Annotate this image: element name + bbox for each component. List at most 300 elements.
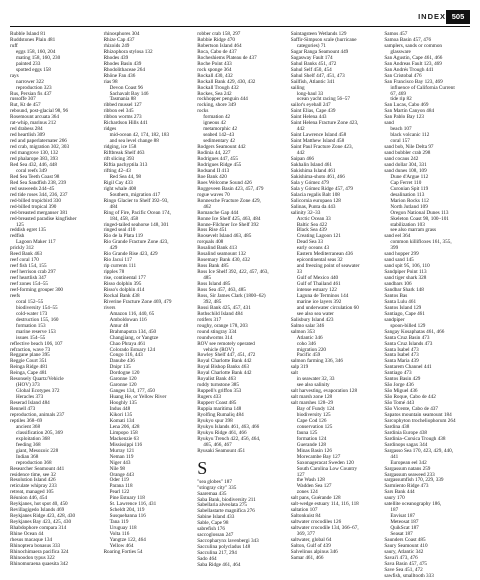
index-subentry: coral 152–55 (16, 298, 44, 305)
index-subentry: vehicle (ROV) (203, 346, 234, 353)
index-entry: Rothschild Island 484 (197, 310, 243, 317)
index-subentry: long-haul 33 (296, 90, 324, 97)
index-entry: Roosevelt Island 463, 485 (197, 233, 252, 240)
index-entry: Rodrigues Ridge 455 (197, 161, 242, 168)
index-entry: rockhopper penguin 444 (197, 96, 248, 103)
index-entry: Sacculina 217, 294 (197, 550, 237, 557)
index-subentry: and sea level change 88 (109, 138, 159, 145)
index-entry: sailor's eyeball 247 (290, 102, 331, 109)
index-entry: Roca, Cabo de 437 (197, 48, 237, 55)
index-subentry: Indus 448 (109, 406, 131, 413)
index-entry: reefs (10, 292, 21, 299)
index-entry: Sardinia Europe 438 (384, 429, 428, 436)
index-entry: Rio Grande Fracture Zone 423, (103, 239, 169, 246)
index-entry: Rus, Persian fis 437 (10, 90, 52, 97)
index-subentry: Mississippi 116 (109, 441, 143, 448)
index-entry: Santa Maria 439 (384, 358, 419, 365)
index-entry: saltwater, global 64 (290, 537, 332, 544)
index-entry: ringed-tailed seahorse 148, 301 (103, 221, 169, 228)
index-subentry: destruction 155, 160 (16, 316, 59, 323)
index-entry: sand tiger shark 328 (384, 275, 427, 282)
index-column-1 (10, 32, 98, 567)
index-entry: reef coral 170 (10, 257, 39, 264)
index-entry: Roggeveen Basin 423, 457, 479 (197, 185, 264, 192)
index-entry: salmon farming 336, 346 (290, 358, 343, 365)
index-entry: Rhize Cap 437 (103, 36, 135, 43)
index-entry: Sakishima-shoto 461, 466 (290, 173, 345, 180)
index-entry: Santos Island 129 (384, 304, 422, 311)
index-subentry: mid-ocean 42, 174, 182, 183 (109, 132, 170, 139)
index-entry: red and paperlaternater 266 (10, 138, 67, 145)
index-entry: Samar 461, 466 (290, 554, 324, 561)
index-entry: reddish egret 135 (10, 227, 47, 234)
index-entry: "stingray city" 335 (197, 484, 237, 491)
index-entry: rays (10, 72, 19, 79)
index-entry: sandpiper (384, 316, 405, 323)
index-subentry: Komati 134 (109, 417, 135, 424)
index-subentry: Nile 98 (109, 465, 126, 472)
index-subentry: Wadden Sea 127 (296, 483, 332, 490)
index-subentry: intense estuary 122 (296, 286, 337, 293)
index-subentry: igneous 42 (203, 120, 226, 127)
index-entry: Riftbreak Shelf 463 (103, 150, 145, 157)
index-entry: salt marshes 128–29 (290, 400, 334, 407)
index-subentry: cold-water 173 (16, 310, 48, 317)
index-subentry: tide rip 82 (390, 96, 412, 103)
index-entry: rivers (103, 304, 116, 311)
index-entry: Salinas, Punta da 443 (290, 203, 336, 210)
index-entry: Ross Rise 451 (197, 227, 227, 234)
index-subentry: formation 153 (16, 322, 46, 329)
index-entry: salt pans, Guérande 128 (290, 495, 341, 502)
index-entry: Ryukyo spur 398 (197, 417, 233, 424)
index-entry: Saint Elias, Cape 439 (290, 108, 336, 115)
index-subentry: Limpopo 158 (109, 429, 138, 436)
index-entry: rotifers 317 (197, 316, 222, 323)
index-subentry: 369, 377 (296, 531, 315, 538)
index-subentry: 441 (390, 453, 399, 460)
index-entry: Santiago 473 (384, 370, 412, 377)
index-entry: Reggie Court 351 (10, 358, 47, 365)
index-subentry: mating 158, 160, 230 (16, 54, 61, 61)
index-entry: sand bob, Nile Delta 97 (384, 144, 434, 151)
index-subentry: Sachavalt Bay 146 (109, 90, 149, 97)
index-subentry: see also marram grass (390, 227, 437, 234)
index-entry: prickly 312 (10, 245, 34, 252)
index-entry: Rio de la Plata 119 (103, 233, 143, 240)
index-entry: Ross, Sir James Clark (1800–62) (197, 292, 266, 299)
index-entry: Sargassum seaweed 233 (384, 471, 435, 478)
index-entry: Rennell 473 (10, 406, 36, 413)
index-entry: red drabess 284 (10, 126, 43, 133)
index-entry: Santos Bas (384, 292, 408, 299)
index-entry: Sardina 438 (384, 423, 410, 430)
index-entry: Rut, Kt de 457 (10, 102, 41, 109)
index-entry: rhesus macaque 134 (10, 537, 53, 544)
index-entry: rhinosphores 304 (103, 31, 140, 37)
index-entry: Roes Welcome Sound 426 (197, 179, 252, 186)
index-subentry: Yangtze 122, 464 (109, 537, 146, 544)
index-entry: salt harvesting, evaporation 128 (290, 388, 358, 395)
index-entry: Rio Jacuí 117 (103, 257, 132, 264)
index-entry: Santa Isabel 473 (384, 352, 419, 359)
index-entry: Sava Basin 457, 475 (384, 560, 428, 567)
index-entry: saury, Atlantic 342 (384, 548, 424, 555)
index-subentry: Danube 436 (109, 358, 135, 365)
index-entry: right whale 408 (103, 185, 137, 192)
index-entry: Rodrigues 447, 455 (197, 156, 238, 163)
index-entry: sand (384, 120, 394, 127)
index-entry: Ross Island 485 (197, 281, 231, 288)
index-subentry: 442 (296, 150, 305, 157)
index-subentry: Laguna de Terminos 144 (296, 292, 349, 299)
index-entry: Riverine Fracture Zone 469, 479 (103, 298, 172, 305)
index-subentry: Meteosat 187 (390, 519, 419, 526)
index-entry: residence time, see 32 (10, 471, 56, 478)
index-entry: salp 319 (290, 364, 309, 371)
index-subentry: reproduction 323 (16, 84, 52, 91)
index-entry: São Vicente, Cabo de 437 (384, 406, 438, 413)
index-entry: Reinga, Cape 481 (10, 370, 48, 377)
index-entry: roughy, orange 178, 203 (197, 322, 248, 329)
index-entry: Rockal Bank 438 (103, 292, 140, 299)
index-entry: Saint Paul Fracture Zone 423, (290, 144, 353, 151)
index-entry: rhizoids 249 (103, 42, 130, 49)
index-entry: Rhodes 439 (103, 54, 129, 61)
index-subentry: common killifloxes 161, 355, (390, 239, 452, 246)
index-entry: Sala y Gómez 479 (290, 179, 329, 186)
index-entry: Reserad Island 484 (10, 400, 50, 407)
index-subentry: glassware (390, 48, 411, 55)
index-entry: Reinga Ridge 481 (10, 364, 48, 371)
index-entry: Sagasway Fault 174 (290, 54, 333, 61)
index-subentry: spoon-billed 129 (390, 322, 426, 329)
index-subentry: Envisat 187 (390, 513, 416, 520)
index-subentry: spotted eggs 158 (16, 66, 51, 73)
index-entry: Sargassum natans 259 (384, 465, 431, 472)
index-subentry: Neman 119 (109, 453, 134, 460)
index-column-3 (197, 32, 285, 567)
index-entry: Reed Bank 463 (10, 251, 42, 258)
index-subentry: marine reserve 153 (16, 328, 56, 335)
index-entry: samplers, sands or common (384, 42, 443, 49)
index-entry: Red Sea 432, 446, 448 (10, 161, 57, 168)
index-subentry: reproduction 368 (16, 459, 52, 466)
index-entry: Sahul Shelf 447, 451, 473 (290, 72, 345, 79)
index-entry: ribbon worms 273 (103, 114, 142, 121)
index-entry: rorquals 408 (197, 239, 224, 246)
index-entry: sand sand 145 (384, 257, 414, 264)
index-entry: red heartlish 309 (10, 132, 45, 139)
index-entry: salt (290, 370, 298, 377)
index-subentry: Skeleton Coast 98, 100–101 (390, 215, 449, 222)
index-entry: Sable, Cape 98 (197, 520, 229, 527)
index-entry: sabrefish 176 (197, 526, 225, 533)
index-entry: Salicornia europaea 128 (290, 197, 341, 204)
index-entry: Réunion 446, 454 (10, 495, 48, 502)
index-subentry: ancient 368 (16, 423, 41, 430)
index-subentry: 127 (296, 471, 305, 478)
index-subentry: migration 220 (296, 346, 327, 353)
index-subentry: 67, 469 (390, 90, 406, 97)
index-subentry: Garonne 120 (109, 382, 137, 389)
index-entry: sand bubbler crab 298 (384, 150, 431, 157)
index-entry: Robertson Island 464 (197, 42, 242, 49)
index-subentry: Red Sea 44, 98 (109, 173, 142, 180)
index-entry: Rosemary Bank 430, 432 (197, 257, 250, 264)
index-entry: Save Sea 451, 472 (384, 566, 423, 573)
index-subentry: Devon Coast 96 (109, 84, 144, 91)
index-entry: Revillagigedo Islands 469 (10, 507, 65, 514)
index-entry: Reykjanes Bay 423, 425, 430 (10, 519, 72, 526)
index-entry: ridges (103, 126, 117, 133)
index-entry: Researcher Seamount 441 (10, 465, 65, 472)
index-entry: Royal Bishop Banks 463 (197, 364, 249, 371)
index-subentry: Global Ecotypes 372 (16, 388, 60, 395)
index-entry: Reggane plane 395 (10, 352, 50, 359)
index-subentry: Kikori 135 (109, 412, 133, 418)
index-subentry: North Jutland 109 (390, 203, 428, 210)
index-subentry: Mackenzie 63 (109, 435, 139, 442)
index-entry: Rosalind Bank 413 (197, 245, 237, 252)
index-subentry: categories) 71 (296, 42, 327, 49)
index-entry: Ronne-Filchner Ice Shelf 392 (197, 221, 259, 228)
index-entry: Sandpiper Point 113 (384, 269, 427, 276)
index-subentry: coral 157 (390, 138, 410, 145)
index-subentry: giant, Mesozoic 228 (16, 447, 59, 454)
index-entry: Ryusaki Seamount 451 (197, 447, 246, 454)
index-subentry: Dune d'Argue 112 (390, 173, 429, 180)
index-entry: Robbie Ridge 470 (197, 36, 235, 43)
index-entry: red-billed tropicbird 330 (10, 197, 61, 204)
index-entry: Rodsand II 413 (197, 167, 230, 174)
index-subentry: issues 154–55 (16, 334, 46, 341)
index-entry: Rhinoodon typus 322 (10, 554, 55, 561)
index-entry: Saint Lawrence Island 458 (290, 132, 347, 139)
index-entry: Santa Isabel 473 (384, 346, 419, 353)
index-entry: Rocheshiems Plateau de 437 (197, 54, 257, 61)
index-column-5 (384, 31, 472, 579)
index-entry: Samoa Basin 457, 476 (384, 36, 432, 43)
index-subentry: Oder 119 (109, 477, 129, 484)
index-subentry: (HOV) 373 (16, 382, 40, 389)
index-subentry: narrower 322 (16, 78, 44, 85)
index-entry: Santarem Channel 441 (384, 364, 432, 371)
index-subentry: see also sea water (296, 310, 334, 317)
index-subentry: Pine Estuary 118 (109, 495, 145, 502)
index-subentry: Marion Rocks 112 (390, 197, 429, 204)
index-entry: Ring of Fire, Pacific Ocean 174, (103, 209, 171, 216)
index-subentry: 125 (16, 221, 24, 228)
index-subentry: coral reefs 349 (16, 167, 47, 174)
index-entry: sand dollar 304, 331 (384, 161, 427, 168)
index-entry: Risso's dolphin 414 (103, 286, 145, 293)
index-subentry: marine ice layers 392 (296, 298, 342, 305)
index-entry: San Cristobal 476 (384, 72, 422, 79)
index-subentry: Colorado Estuary 124 (109, 346, 156, 353)
index-entry: Sahul Banks 451, 472 (290, 60, 337, 67)
index-subentry: Saxonageracat Sweden 120 (296, 459, 354, 466)
index-subentry: feeding 368 (16, 441, 41, 448)
index-entry: sandbars 106 (384, 281, 412, 288)
index-entry: redfish (10, 233, 25, 240)
index-entry: Saba Ridge 461, 464 (197, 562, 241, 569)
index-entry: reef-forming grouper 300 (10, 286, 64, 293)
index-entry: red seaweeds 244–45 (10, 185, 55, 192)
index-entry: Rigil Cay 433 (103, 179, 133, 186)
index-entry: Sahul Self 450, 454 (290, 66, 332, 73)
index-entry: Sabine Island 433 (197, 514, 235, 521)
index-entry: Savai'i 473, 476 (384, 554, 418, 561)
index-entry: Sangay Kosaphatas 461, 466 (384, 328, 445, 335)
index-entry: Roche Point 433 (197, 60, 232, 67)
index-entry: Sacculina polycladus 148 (197, 544, 251, 551)
index-entry: Salvelinus alpinus 346 (290, 548, 338, 555)
index-entry: Rockall Bank 429, 430, 432 (197, 78, 256, 85)
index-entry: Ruppell's griffon 353 (197, 388, 242, 395)
index-subentry: Lena 206, 428 (109, 423, 140, 430)
index-entry: Saipan 466 (290, 156, 314, 163)
index-subentry: Dnipr 135 (109, 364, 131, 371)
index-entry: Sardinops sagax 344 (384, 441, 428, 448)
index-entry: Saintagsteen Wetlands 129 (290, 31, 347, 37)
index-subentry: Murray 121 (109, 447, 135, 454)
index-subentry: Brahmaputra 134, 450 (109, 328, 157, 335)
index-subentry: European eel 342 (390, 459, 427, 466)
index-entry: Rhinoptera bonasus 333 (10, 542, 61, 549)
index-entry: Sakishima Island 461 (290, 167, 336, 174)
index-entry: Roe Bank 420 (197, 173, 227, 180)
index-entry: Red Sea Sandfish 238, 239 (10, 179, 67, 186)
index-subentry: 484 (109, 203, 118, 210)
index-entry: Ryukyu Trench 422, 456, 464, (197, 435, 261, 442)
index-entry: sawfish, smalltooth 333 (384, 572, 434, 579)
index-subentry: QuikScat 187 (390, 525, 419, 532)
index-entry: Saba Bank, biodiversity 211 (197, 496, 256, 503)
index-entry: Resonsely Quartz/Vehicle (10, 376, 64, 383)
index-subentry: 465, 466, 467 (203, 441, 232, 448)
index-entry: rocks (197, 108, 209, 115)
index-entry: Saint Helena Fracture Zone 423, (290, 120, 359, 127)
index-entry: Ross Sea 457, 463, 485 (197, 286, 246, 293)
index-subentry: Amazon 116, 440, 65 (109, 310, 155, 317)
index-subentry: Atlantic 346 (296, 334, 323, 341)
index-subentry: Pacific 459 (296, 352, 321, 359)
index-entry: rise, continental 177 (103, 275, 146, 282)
index-entry: rias 98 (103, 78, 118, 85)
index-entry: ruddy turnstone 385 (197, 382, 239, 389)
index-subentry: South Carolina Low Country (296, 465, 358, 472)
index-entry: Sagar Ranga Seamount 449 (290, 48, 349, 55)
index-subentry: Orange 443 (109, 471, 134, 478)
index-entry: Richardson Hills 441 (103, 120, 148, 127)
index-subentry: Dordogne 120 (109, 370, 140, 377)
index-entry: Reykjanes, hot spot 40, 450 (10, 501, 68, 508)
index-subentry: Changjiang, or Yangtze (109, 334, 159, 341)
index-subentry: Lagoon Maker 117 (16, 239, 56, 246)
index-subentry: Pearl 122 (109, 489, 130, 496)
index-entry: Rosemount arcuata 364 (10, 114, 59, 121)
index-subentry: Dead Sea 33 (296, 239, 323, 246)
index-entry: reef fish 154, 155 (10, 263, 47, 270)
section-title: INDEX (418, 12, 446, 21)
index-entry: Resolution Island 426 (10, 477, 56, 484)
index-entry: Rubble Island 81 (10, 31, 46, 37)
index-entry: Ryukyu Islands 461, 463, 466 (197, 423, 260, 430)
index-subentry: Hooghly 135 (109, 400, 137, 407)
index-subentry: 462 (203, 203, 211, 210)
index-entry: salmon 353 (290, 328, 315, 335)
index-entry: Rockall 430, 432 (197, 72, 233, 79)
index-subentry: biodiversity 125 (296, 412, 331, 418)
index-entry: rifting 42–43 (103, 167, 131, 174)
index-entry: red tide roses 344, 236, 237 (10, 191, 68, 198)
index-entry: Santos Basin 429 (384, 376, 421, 383)
index-entry: San Andrés Trough 441 (384, 66, 434, 73)
index-entry: rift slicing 393 (103, 156, 135, 163)
page-header (0, 0, 480, 30)
index-subentry: Eastern Mediterranean 436 (296, 251, 353, 258)
index-entry: salinity 32–33 (290, 209, 321, 216)
index-entry: sand hopper 299 (384, 251, 419, 258)
index-entry: Saint Matthew Island 458 (290, 138, 345, 145)
index-entry: Saury Seamount 410 (384, 542, 428, 549)
index-subentry: see also salinity (296, 382, 330, 389)
index-entry: Royalist Bank 463 (197, 376, 236, 383)
index-entry: saury 170 (384, 495, 405, 502)
index-subentry: eggs 158, 160, 204 (16, 48, 56, 55)
index-entry: San Martín Canyon 484 (384, 108, 435, 115)
index-entry: satellite oceanography 186, (384, 501, 442, 508)
index-subentry: sedimentary 42 (203, 138, 236, 145)
index-subentry: Gulf of Thailand 461 (296, 281, 341, 288)
index-subentry: Congo 116, 443 (109, 352, 143, 359)
index-entry: Sargasso Sea 170, 423, 429, 440, (384, 447, 454, 454)
index-subentry: in seawater 32, 33 (296, 376, 335, 383)
index-entry: Saunders Coast 485 (384, 537, 426, 544)
index-entry: ruff (10, 42, 18, 49)
index-entry: Rhodes Basin 439 (103, 60, 142, 67)
index-subentry: Tasmania 88 (109, 96, 136, 103)
index-subentry: Scheldt 204, 119 (109, 507, 145, 514)
index-entry: Rugers 433 (197, 394, 221, 401)
index-subentry: Black Sea 439 (296, 227, 327, 234)
index-entry: saltwater crocodile 134, 366–67, (290, 525, 359, 532)
index-subentry: influence of California Current (390, 84, 455, 91)
index-subentry: Cape Cod 126 (296, 417, 327, 424)
index-entry: Royal Charlotte Bank 442 (197, 370, 252, 377)
index-entry: rebound, post-glacial 98, 96 (10, 108, 69, 115)
index-subentry: Amboldowan 116 (109, 316, 147, 323)
index-subentry: Volta 116 (109, 531, 130, 538)
index-subentry: Garonne 120 (109, 376, 137, 383)
index-entry: round stingray 334 (197, 328, 237, 335)
index-entry: red-breasted paradise kingfisher (10, 215, 77, 222)
index-subentry: Southern, migration 417 (109, 191, 161, 198)
index-subentry: Tana 119 (109, 519, 129, 526)
index-subentry: Parana 118 (109, 483, 133, 490)
index-entry: Sarmiento Ridge 473 (384, 483, 429, 490)
index-entry: Risso dolphin 395 (103, 281, 142, 288)
index-subentry: Minas Basin 126 (296, 447, 332, 454)
index-entry: Sabellastarte magnifica 276 (197, 508, 255, 515)
index-entry: Ringo Glacier to Shelf 392–93, (103, 197, 169, 204)
index-subentry: 184, 458, 458 (109, 215, 139, 222)
index-entry: Santa Cruz Islands 473 (384, 340, 433, 347)
index-entry: ringed seal 410 (103, 227, 136, 234)
index-entry: São Roque, Cabo de 442 (384, 394, 436, 401)
index-subentry: Yellow 464 (109, 542, 134, 549)
